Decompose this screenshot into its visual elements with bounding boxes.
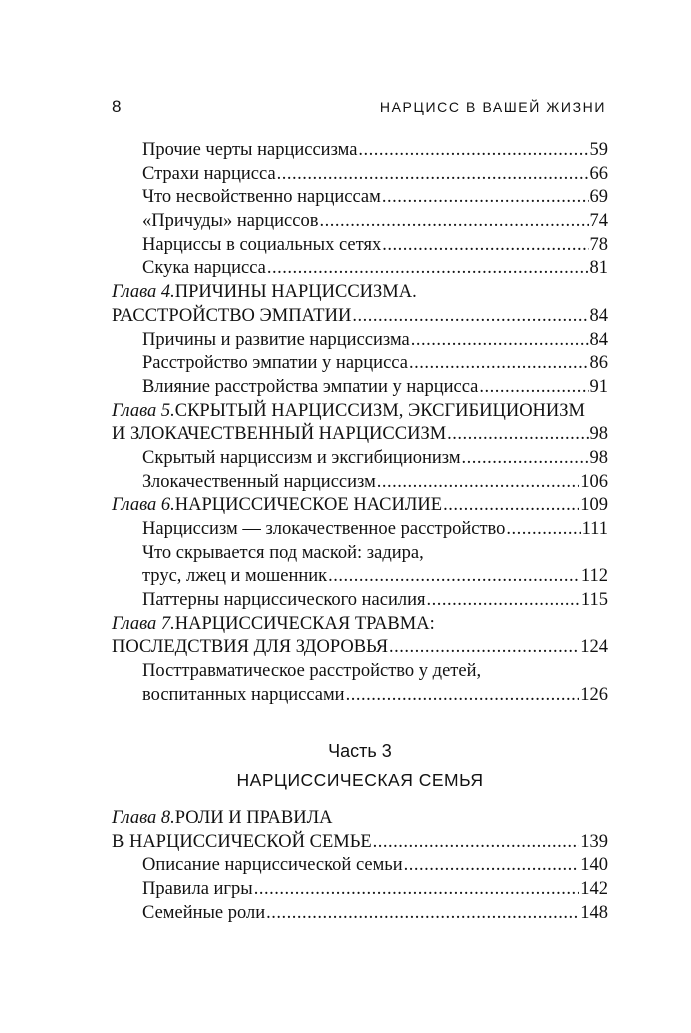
chapter-label: Глава 7. (112, 613, 175, 634)
toc-entry-title: Паттерны нарциссического насилия (142, 590, 426, 611)
dot-leader (267, 258, 589, 279)
toc-entry-page: 59 (589, 140, 608, 160)
toc-entry-title: РАССТРОЙСТВО ЭМПАТИИ (112, 305, 352, 326)
toc-entry-title: СКРЫТЫЙ НАРЦИССИЗМ, ЭКСГИБИЦИОНИЗМ (174, 400, 585, 421)
toc-entry (112, 187, 608, 211)
toc-entry-title: НАРЦИССИЧЕСКОЕ НАСИЛИЕ (174, 495, 443, 516)
toc-entry (112, 258, 608, 282)
toc-entry-title: Причины и развитие нарциссизма (142, 329, 410, 350)
toc-entry-page: 140 (580, 855, 608, 876)
chapter-label: Глава 6. (112, 495, 175, 516)
toc-entry-title: воспитанных нарциссами (142, 684, 345, 705)
toc-entry (112, 519, 608, 543)
toc-entry (112, 614, 608, 638)
toc-entry (112, 637, 608, 661)
toc-entry-page: 126 (580, 684, 608, 705)
dot-leader (382, 235, 588, 256)
toc-entry (112, 685, 608, 709)
toc-entry (112, 661, 608, 685)
running-header (112, 97, 606, 119)
toc-entry-page: 98 (589, 447, 608, 468)
dot-leader (382, 187, 589, 208)
dot-leader (377, 472, 579, 493)
toc-entry-title: ПОСЛЕДСТВИЯ ДЛЯ ЗДОРОВЬЯ (112, 637, 389, 658)
toc-entry-page: 142 (580, 879, 608, 900)
toc-entry (112, 401, 608, 425)
toc-entry (112, 424, 608, 448)
toc-entry (112, 879, 608, 903)
toc-entry-page: 111 (581, 519, 608, 539)
toc-entry-title: Злокачественный нарциссизм (142, 471, 376, 492)
toc-entry (112, 903, 608, 927)
toc-entry-page: 84 (589, 305, 608, 326)
dot-leader (404, 855, 580, 876)
toc-entry (112, 855, 608, 879)
toc-entry (112, 448, 608, 472)
dot-leader (447, 424, 588, 445)
dot-leader (328, 566, 580, 587)
toc-entry (112, 353, 608, 377)
toc-entry-page: 98 (589, 424, 608, 445)
toc-entry (112, 282, 608, 306)
toc-entry-title: Влияние расстройства эмпатии у нарцисса (142, 376, 479, 397)
dot-leader (352, 306, 588, 327)
dot-leader (389, 637, 579, 658)
toc-entry (112, 495, 608, 519)
toc-entry (112, 164, 608, 188)
dot-leader (411, 330, 589, 351)
dot-leader (358, 140, 588, 161)
toc-entry (112, 590, 608, 614)
toc-entry-page: 86 (589, 353, 608, 374)
toc-entry-title: Скука нарцисса (142, 258, 266, 279)
toc-entry-title: ПРИЧИНЫ НАРЦИССИЗМА. (174, 282, 417, 303)
toc-entry-title: Скрытый нарциссизм и эксгибиционизм (142, 447, 461, 468)
toc-entry-page: 81 (589, 258, 608, 279)
chapter-label: Глава 8. (112, 808, 175, 828)
dot-leader (427, 590, 580, 611)
toc-entry-title: Что несвойственно нарциссам (142, 187, 381, 208)
toc-entry (112, 543, 608, 567)
toc-section-top (112, 140, 608, 709)
part-title: НАРЦИССИЧЕСКАЯ СЕМЬЯ (236, 770, 484, 790)
page-number: 8 (112, 97, 122, 116)
toc-entry-page: 139 (580, 831, 608, 852)
part-label: Часть 3 (328, 741, 392, 761)
toc-entry-title: Нарциссизм — злокачественное расстройство (142, 519, 506, 539)
toc-entry-title: трус, лжец и мошенник (142, 566, 328, 587)
dot-leader (462, 448, 589, 469)
dot-leader (443, 495, 579, 516)
toc-entry (112, 235, 608, 259)
dot-leader (409, 353, 589, 374)
toc-entry-title: Правила игры (142, 879, 253, 900)
dot-leader (373, 832, 580, 853)
toc-entry (112, 832, 608, 856)
dot-leader (319, 211, 588, 232)
toc-entry-page: 78 (589, 234, 608, 255)
toc-entry-page: 148 (580, 902, 608, 923)
toc-entry-page: 91 (589, 376, 608, 397)
toc-entry-title: «Причуды» нарциссов (142, 211, 319, 232)
toc-entry-title: В НАРЦИССИЧЕСКОЙ СЕМЬЕ (112, 831, 372, 852)
toc-entry-title: Посттравматическое расстройство у детей, (142, 661, 482, 682)
toc-entry-title: Страхи нарцисса (142, 163, 276, 184)
toc-entry (112, 140, 608, 164)
toc-entry (112, 377, 608, 401)
toc-entry-page: 115 (580, 590, 608, 611)
toc-entry-page: 84 (589, 329, 608, 350)
toc-entry (112, 566, 608, 590)
toc-entry-title: НАРЦИССИЧЕСКАЯ ТРАВМА: (174, 613, 435, 634)
dot-leader (277, 164, 589, 185)
toc-section-bottom (112, 808, 608, 926)
toc-entry-title: Что скрывается под маской: задира, (142, 542, 424, 563)
chapter-label: Глава 5. (112, 400, 175, 421)
toc-entry-title: И ЗЛОКАЧЕСТВЕННЫЙ НАРЦИССИЗМ (112, 424, 447, 445)
running-title: НАРЦИСС В ВАШЕЙ ЖИЗНИ (379, 99, 606, 115)
toc-entry-title: Нарциссы в социальных сетях (142, 234, 382, 255)
dot-leader (479, 377, 588, 398)
dot-leader (254, 879, 580, 900)
toc-entry (112, 808, 608, 832)
dot-leader (506, 519, 580, 540)
toc-entry-title: Прочие черты нарциссизма (142, 140, 358, 160)
toc-entry-page: 69 (589, 187, 608, 208)
toc-entry-page: 124 (580, 637, 608, 658)
toc-entry-title: Расстройство эмпатии у нарцисса (142, 353, 408, 374)
toc-entry-page: 66 (589, 163, 608, 184)
toc-entry-page: 106 (580, 471, 608, 492)
toc-entry-title: РОЛИ И ПРАВИЛА (174, 808, 333, 828)
toc-entry (112, 472, 608, 496)
toc-entry (112, 330, 608, 354)
chapter-label: Глава 4. (112, 282, 175, 303)
toc-entry-page: 109 (580, 495, 608, 516)
dot-leader (346, 685, 580, 706)
toc-entry-title: Семейные роли (142, 902, 266, 923)
toc-entry-page: 112 (580, 566, 608, 587)
dot-leader (266, 903, 579, 924)
toc-entry (112, 211, 608, 235)
toc-entry-page: 74 (589, 211, 608, 232)
toc-entry (112, 306, 608, 330)
toc-entry-title: Описание нарциссической семьи (142, 855, 403, 876)
